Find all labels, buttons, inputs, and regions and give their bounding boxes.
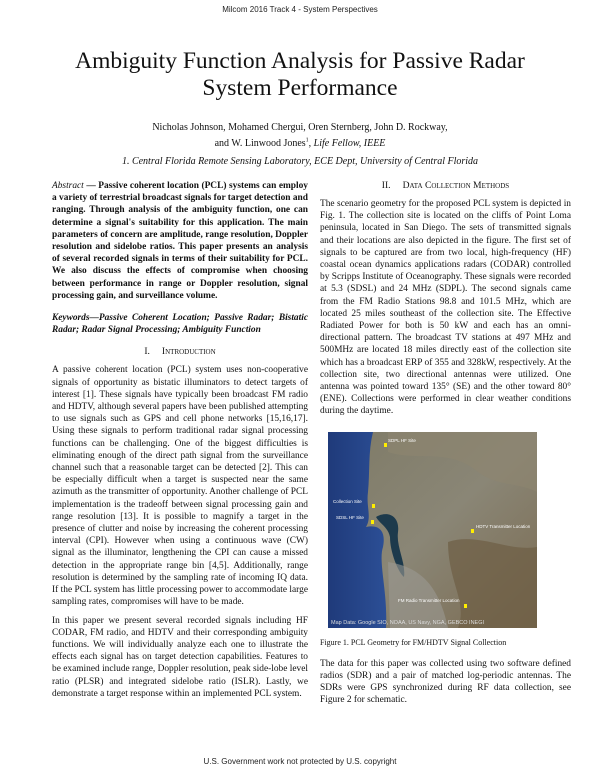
map-label-hdtv: HDTV Transmitter Location: [476, 523, 531, 529]
map-label-sdpl: SDPL HF Site: [388, 437, 416, 443]
abstract: [52, 180, 308, 302]
authors-line-1: Nicholas Johnson, Mohamed Chergui, Oren Sternberg, John D. Rockway,: [152, 122, 448, 133]
figure-caption: Figure 1. PCL Geometry for FM/HDTV Signal Collection: [320, 637, 507, 647]
section-heading-data-collection: II. Data Collection Methods: [381, 180, 510, 191]
abstract-label: Abstract: [52, 181, 84, 191]
map-label-sdsl: SDSL HF Site: [336, 514, 364, 520]
data-collection-paragraph-1: The scenario geometry for the proposed PCL system is depicted in Fig. 1. The collection site is located on the cliffs of Point Loma peninsula, located in San Diego. The sets of transmitted signals and their locations are also depicted in the figure. The first set of signals to be captured are from two local, high-frequency (HF) coastal ocean dynamics applications radars (CODAR) controlled by Scripps Institute of Oceanography. These signals were recorded at 5.3 (SDSL) and 24 MHz (SDPL). The second signals came from the FM Radio Stations 98.8 and 101.5 MHz, which are located 25 miles southeast of the collection site. The Effective Radiated Power for both is 50 kW and each has an omni-directional pattern. The broadcast TV stations at 497 MHz and 500MHz are located 18 miles directly east of the collection site which has a broadcast ERP of 355 and 328kW, respectively. At the collection site, two directional antennas were utilized. One antenna was pointed toward 135° (SE) and the other toward 80° (ENE). Collections were performed in clear weather conditions during the daytime.: [320, 199, 571, 417]
section-heading-introduction: I. Introduction: [144, 346, 216, 358]
abstract-text: — Passive coherent location (PCL) systems can employ a variety of terrestrial broadcast signals for target detection and ranging. Through analysis of the ambiguity function, one can determine a signal's suitability for this application. The main parameters of concern are amplitude, range resolution, Doppler resolution and sidelobe ratios. This paper presents an analysis of several recorded signals in terms of their suitability for PCL. We also discuss the effects of compromise when choosing between performance in range or Doppler resolution, signal processing gain, and surveillance volume.: [52, 181, 308, 301]
satellite-map-figure: [328, 432, 537, 628]
intro-paragraph-2: In this paper we present several recorded signals including HF CODAR, FM radio, and HDTV and their corresponding ambiguity functions. We will individually analyze each one to illustrate the effects each signal has on target detection capabilities. Features to be examined include range, Doppler resolution, peak side-lobe level ratio (PLSR) and integrated sidelobe ratio (ISLR). Lastly, we demonstrate a target response within an implemented PCL system.: [52, 615, 308, 699]
left-column: [52, 180, 308, 700]
copyright-footer: U.S. Government work not protected by U.S. copyright: [203, 757, 397, 766]
intro-paragraph-1: A passive coherent location (PCL) system uses non-cooperative signals of opportunity as bistatic illuminators to detect targets of interest [1]. These signals have typically been broadcast FM radio and HDTV, although several papers have been published attempting to use signals such as GPS and cell phone networks [15,16,17]. Using these signals to perform traditional radar signal processing functions can be challenging. One of the biggest difficulties is eliminating enough of the direct path signal from the surveillance channel such that a reasonable target can be detected [2]. This can be especially difficult when a target is suspected near the same azimuth as the transmitter of opportunity. Another challenge of PCL implementation is the tradeoff between signal processing gain and range resolution [13]. It is possible to magnify a target in the presence of clutter and noise by increasing the coherent processing interval (CPI). However when using a continuous wave (CW) signal as the illuminator, lengthening the CPI can cause a missed detection in the appropriate range bin [4,5]. Additionally, range resolution is determined by the sampling rate of incoming IQ data. If the PCL system has little processing power to accommodate large sampling rates, compromises will have to be made.: [52, 365, 308, 608]
paper-title: Ambiguity Function Analysis for Passive Radar System Performance: [75, 48, 525, 101]
right-column: [320, 180, 571, 706]
map-label-collection-site: Collection Site: [333, 498, 362, 504]
affiliation: 1. Central Florida Remote Sensing Laboratory, ECE Dept, University of Central Florida: [121, 156, 479, 167]
data-collection-paragraph-2: The data for this paper was collected using two software defined radios (SDR) and a pair of matched log-periodic antennas. The SDRs were GPS synchronized during RF data collection, see Figure 2 for schematic.: [320, 658, 571, 706]
map-label-fm: FM Radio Transmitter Location: [398, 597, 460, 603]
map-image: [328, 432, 537, 628]
map-attribution: Map Data: Google SIO, NOAA, US Navy, NGA, GEBCO INEGI: [331, 619, 485, 626]
author-list: [40, 120, 560, 152]
keywords: Keywords—Passive Coherent Location; Passive Radar; Bistatic Radar; Radar Signal Processing; Ambiguity Function: [52, 313, 308, 336]
running-header: Milcom 2016 Track 4 - System Perspectives: [222, 5, 378, 14]
authors-line-2: and W. Linwood Jones$^1$, Life Fellow, IEEE: [214, 137, 386, 149]
